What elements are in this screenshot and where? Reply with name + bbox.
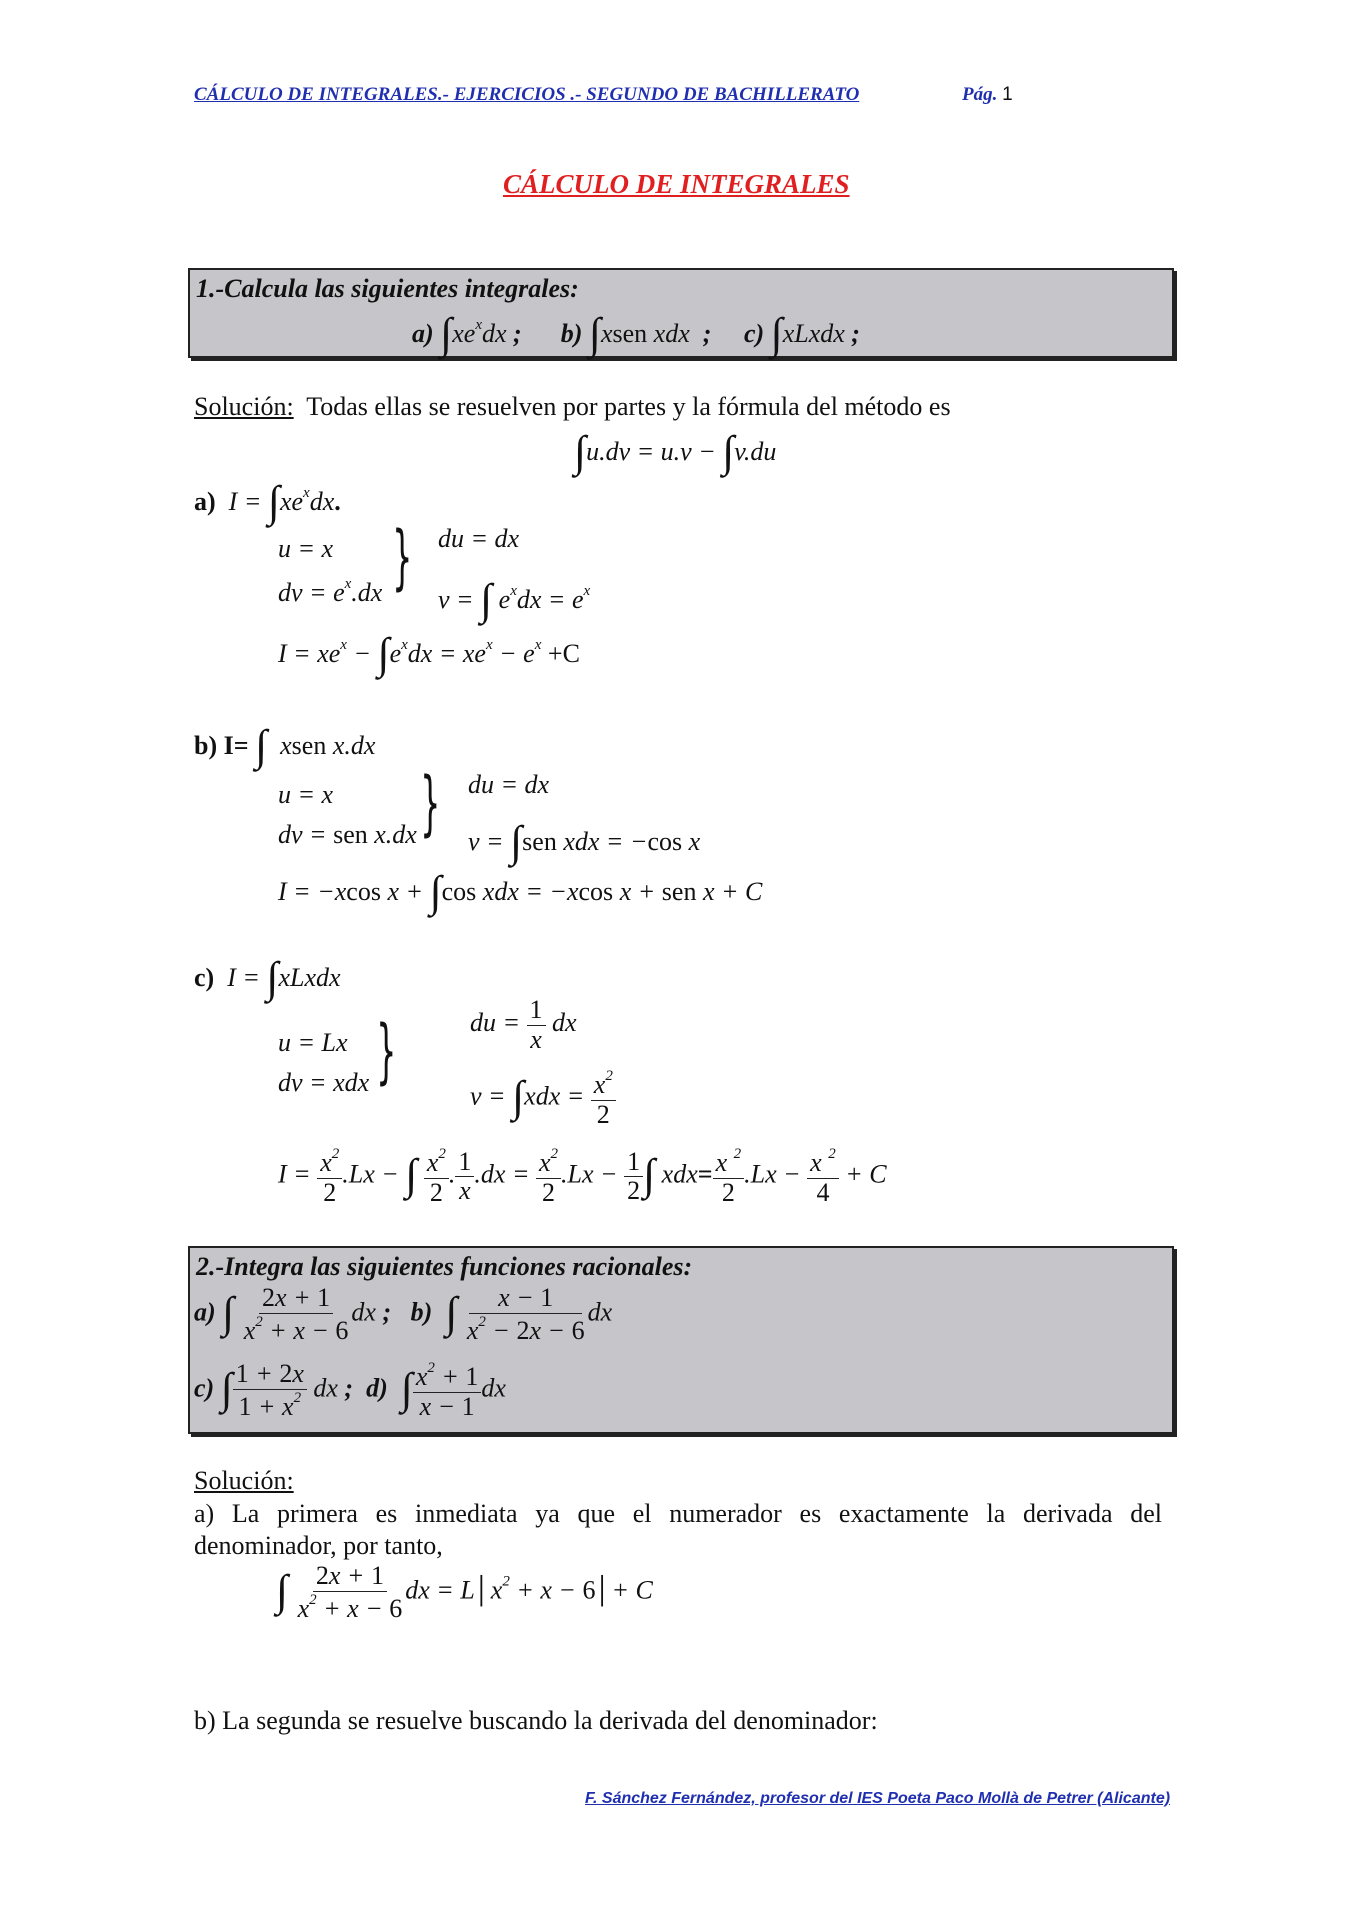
solution-1-label: Solución: (194, 392, 294, 421)
parts-formula: ∫u.dv = u.v − ∫v.du (574, 427, 777, 476)
sol1-a-label: a) (194, 487, 216, 516)
running-header: CÁLCULO DE INTEGRALES.- EJERCICIOS .- SEGUNDO DE BACHILLERATO (194, 84, 860, 105)
page-indicator (962, 84, 1013, 106)
page-number: 1 (1002, 84, 1013, 105)
sol1-c-label: c) (194, 963, 215, 992)
sol1c-u: u = Lx (278, 1028, 348, 1057)
sol1b-dv: dv = sen x.dx (278, 820, 417, 849)
solution-1b-statement: b) I= ∫ xsen x.dx (194, 721, 376, 770)
sol1c-brace: } (376, 1010, 397, 1092)
solution-1-intro (194, 392, 951, 422)
ex2-b-label: b) (410, 1297, 433, 1327)
solution-1a-statement: a) $I = \int xe^xdx$. (194, 477, 341, 526)
sol1a-du: du = dx (438, 524, 520, 553)
exercise-1-heading: 1.-Calcula las siguientes integrales: (196, 274, 579, 303)
ex1-b-label: b) (560, 319, 583, 348)
sol1c-du: du = $\frac{1}{x}$ dx (470, 995, 577, 1054)
exercise-2-heading: 2.-Integra las siguientes funciones racionales: (196, 1252, 693, 1281)
sol1c-result: I = $\frac{x^2}{2}$ .Lx − ∫ $\frac{x^2}{2}$ . $\frac{1}{x}$ .dx = $\frac{x^2}{2}$ .Lx − $\frac{1}{2}$ ∫ xdx= $\frac{x ^2}{2}$ .Lx − $\frac{x ^2}{4}$ + C (278, 1146, 887, 1207)
ex1-a-label: a) (412, 319, 434, 348)
exercise-2-box (188, 1246, 1174, 1434)
sol1a-v: v = ∫ $e^xdx = e^x$ (438, 575, 591, 624)
page-label: Pág. (962, 84, 998, 105)
exercise-1-box (188, 268, 1174, 358)
exercise-2-row-2: c) ∫ $\frac{1 + 2x}{1 + x^2}$ dx ; d) ∫ $\frac{x^2 + 1}{x - 1}$ dx (194, 1359, 506, 1421)
sol1a-brace: } (392, 516, 413, 598)
sol1-b-label: b) I= (194, 731, 249, 760)
sol1a-result: $I = xe^x - \int e^xdx = xe^x - e^x +C$ (278, 629, 580, 678)
sol1c-v: v = ∫xdx = $\frac{x^2}{2}$ (470, 1068, 616, 1129)
sol1c-dv: dv = xdx (278, 1068, 370, 1097)
sol1b-u: u = x (278, 780, 334, 809)
sol1b-brace: } (420, 762, 441, 844)
solution-1-text: Todas ellas se resuelven por partes y la fórmula del método es (306, 392, 951, 421)
footer-credit: F. Sánchez Fernández, profesor del IES Poeta Paco Mollà de Petrer (Alicante) (585, 1790, 1171, 1807)
sol1b-v: v = ∫sen xdx = −cos x (468, 817, 701, 866)
exercise-2-row-1: a) ∫ $\frac{2x + 1}{x^2 + x - 6}$ dx ; b) ∫ $\frac{x - 1}{x^2 - 2x - 6}$ dx (194, 1283, 613, 1345)
solution-2-label: Solución: (194, 1466, 294, 1495)
sol1a-dv: dv = $e^x.dx$ (278, 576, 383, 607)
ex1-c-label: c) (743, 319, 765, 348)
solution-2a-text: a) La primera es inmediata ya que el numerador es exactamente la derivada del denominador, por tanto, (194, 1499, 1162, 1560)
sol1b-du: du = dx (468, 770, 550, 799)
exercise-1-integrals: a) $\int xe^xdx$ ; b) ∫xsen xdx ; c) ∫xLxdx ; (412, 309, 860, 358)
page-title: CÁLCULO DE INTEGRALES (503, 169, 850, 199)
solution-2a-formula: ∫ $\frac{2x + 1}{x^2 + x - 6}$ dx = $L│x^2 + x$ − 6│+ C (276, 1561, 653, 1623)
ex2-c-label: c) (194, 1373, 215, 1403)
ex2-d-label: d) (366, 1373, 388, 1403)
sol1b-result: I = −xcos x + ∫cos xdx = −xcos x + sen x + C (278, 867, 763, 916)
sol1a-u: u = x (278, 534, 334, 563)
solution-2b-text: b) La segunda se resuelve buscando la derivada del denominador: (194, 1706, 878, 1735)
ex2-a-label: a) (194, 1297, 216, 1327)
solution-1c-statement: c) I = ∫xLxdx (194, 953, 341, 1002)
